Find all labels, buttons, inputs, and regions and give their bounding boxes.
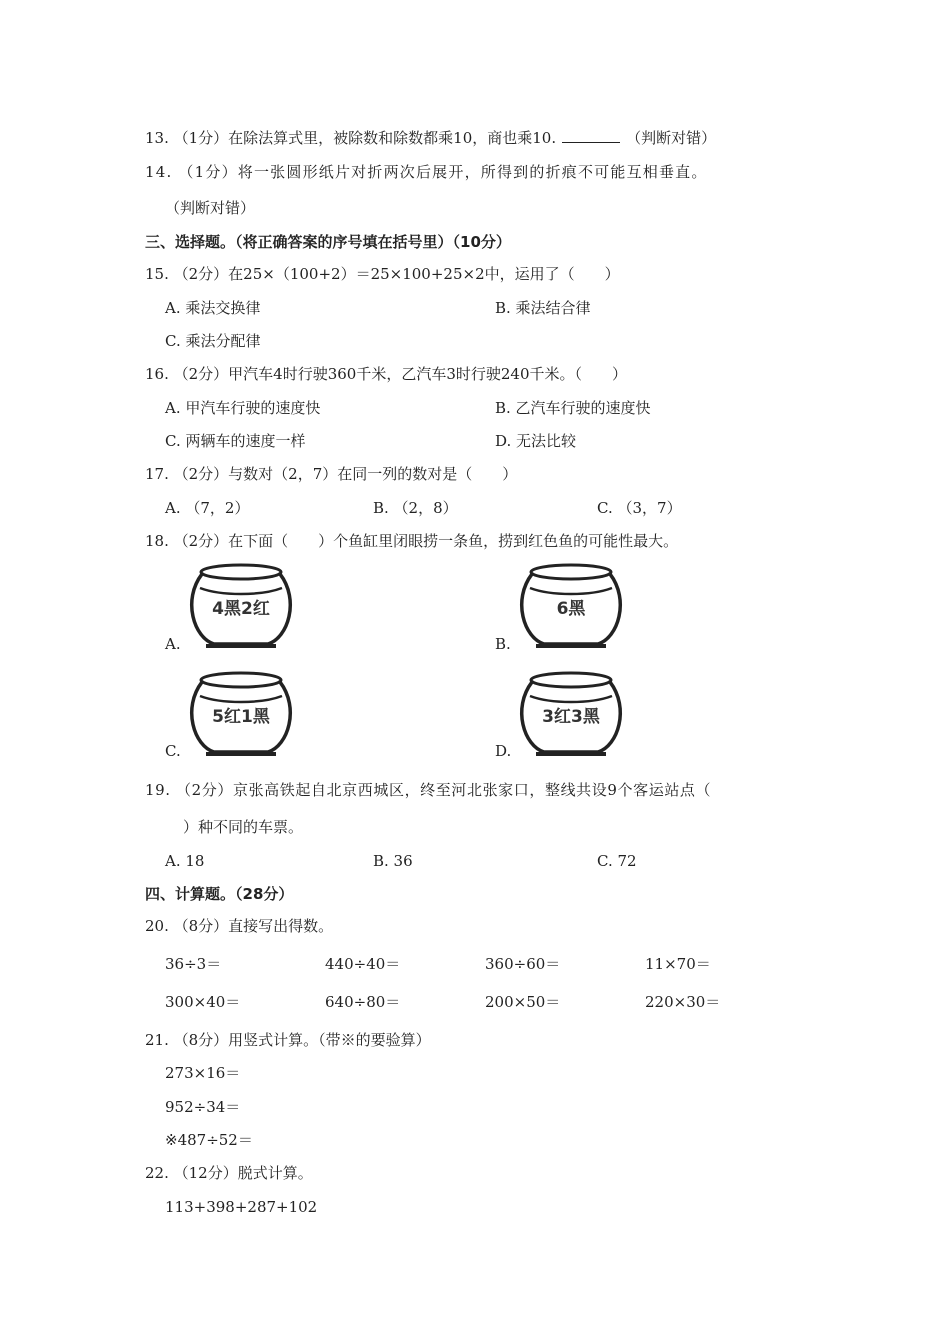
section-4-title: 四、计算题。（28分） [145,885,294,903]
q13-text: 13. （1分）在除法算式里，被除数和除数都乘10，商也乘10. [145,129,557,147]
q15-option-b: B. 乘法结合律 [495,299,591,317]
q18-option-a: A. [165,635,181,653]
q17-option-c: C. （3，7） [597,499,682,517]
q18-option-d: D. [495,742,512,760]
q20-stem: 20. （8分）直接写出得数。 [145,917,334,935]
q15-option-a: A. 乘法交换律 [165,299,261,317]
fishbowl-a [186,560,296,652]
q19-option-a: A. 18 [165,852,205,870]
answer-blank[interactable] [562,128,620,143]
q21-item: 952÷34＝ [165,1098,241,1116]
q15-option-c: C. 乘法分配律 [165,332,261,350]
q16-option-b: B. 乙汽车行驶的速度快 [495,399,651,417]
q16-option-d: D. 无法比较 [495,432,577,450]
q20-item: 640÷80＝ [325,993,401,1011]
q13-judge: （判断对错） [626,129,717,147]
q20-item: 440÷40＝ [325,955,401,973]
fishbowl-b [516,560,626,652]
q17-option-b: B. （2，8） [373,499,458,517]
fishbowl-c [186,668,296,760]
q20-item: 200×50＝ [485,993,561,1011]
fishbowl-b-label: 6黑 [556,599,586,619]
q21-item: ※487÷52＝ [165,1131,253,1149]
q20-item: 36÷3＝ [165,955,222,973]
q17-stem: 17. （2分）与数对（2，7）在同一列的数对是（ ） [145,465,518,483]
q20-item: 300×40＝ [165,993,241,1011]
q19-stem-cont: ）种不同的车票。 [183,818,304,836]
fishbowl-d [516,668,626,760]
q20-item: 360÷60＝ [485,955,561,973]
q14-judge: （判断对错） [165,199,256,217]
fishbowl-d-label: 3红3黑 [542,707,600,727]
q14: 14. （1分）将一张圆形纸片对折两次后展开，所得到的折痕不可能互相垂直。 [145,163,708,181]
q13 [145,128,716,148]
q18-stem: 18. （2分）在下面（ ）个鱼缸里闭眼捞一条鱼，捞到红色鱼的可能性最大。 [145,532,679,550]
q20-item: 11×70＝ [645,955,711,973]
q19-option-b: B. 36 [373,852,413,870]
q16-stem: 16. （2分）甲汽车4时行驶360千米，乙汽车3时行驶240千米。（ ） [145,365,628,383]
q16-option-c: C. 两辆车的速度一样 [165,432,306,450]
fishbowl-c-label: 5红1黑 [212,707,270,727]
q21-item: 273×16＝ [165,1064,241,1082]
q17-option-a: A. （7，2） [165,499,250,517]
q18-option-c: C. [165,742,181,760]
q22-item: 113+398+287+102 [165,1198,318,1216]
fishbowl-a-label: 4黑2红 [212,599,270,619]
q16-option-a: A. 甲汽车行驶的速度快 [165,399,321,417]
q19-stem: 19. （2分）京张高铁起自北京西城区，终至河北张家口，整线共设9个客运站点（ [145,781,712,799]
q15-stem: 15. （2分）在25×（100+2）＝25×100+25×2中，运用了（ ） [145,265,620,283]
q21-stem: 21. （8分）用竖式计算。（带※的要验算） [145,1031,431,1049]
section-3-title: 三、选择题。（将正确答案的序号填在括号里）（10分） [145,233,511,251]
q20-item: 220×30＝ [645,993,721,1011]
q19-option-c: C. 72 [597,852,637,870]
q18-option-b: B. [495,635,511,653]
q22-stem: 22. （12分）脱式计算。 [145,1164,313,1182]
